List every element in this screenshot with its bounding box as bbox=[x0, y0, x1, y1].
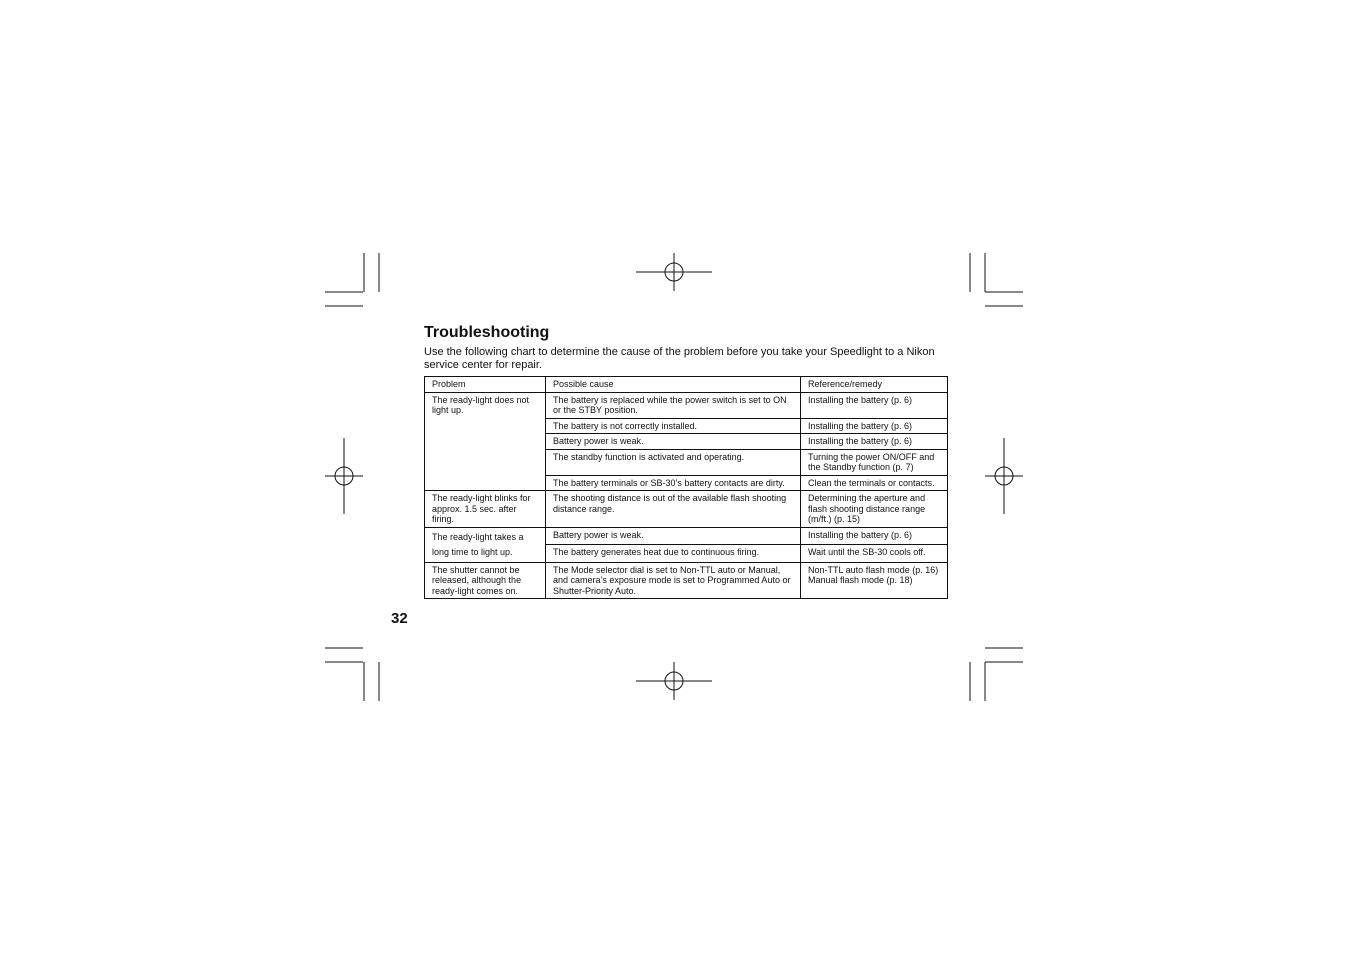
table-row bbox=[425, 562, 948, 599]
cause-cell: The battery is not correctly installed. bbox=[546, 418, 801, 434]
cause-cell: The shooting distance is out of the available flash shooting distance range. bbox=[546, 491, 801, 528]
cause-cell: Battery power is weak. bbox=[546, 434, 801, 450]
problem-cell: The shutter cannot be released, although the ready-light comes on. bbox=[425, 562, 546, 599]
remedy-cell: Clean the terminals or contacts. bbox=[801, 475, 948, 491]
header-problem: Problem bbox=[425, 377, 546, 393]
cause-cell: The battery terminals or SB-30’s battery contacts are dirty. bbox=[546, 475, 801, 491]
cause-cell: The battery generates heat due to continuous firing. bbox=[546, 545, 801, 563]
cause-cell: Battery power is weak. bbox=[546, 527, 801, 545]
intro-paragraph: Use the following chart to determine the cause of the problem before you take your Speedlight to a Nikon service center for repair. bbox=[424, 346, 935, 371]
remedy-cell: Turning the power ON/OFF and the Standby function (p. 7) bbox=[801, 449, 948, 475]
header-possible-cause: Possible cause bbox=[546, 377, 801, 393]
table-row bbox=[425, 491, 948, 528]
page-title: Troubleshooting bbox=[424, 324, 550, 341]
troubleshooting-table bbox=[424, 376, 948, 599]
page-number: 32 bbox=[391, 610, 408, 627]
table-row bbox=[425, 392, 948, 418]
header-reference-remedy: Reference/remedy bbox=[801, 377, 948, 393]
remedy-cell: Wait until the SB-30 cools off. bbox=[801, 545, 948, 563]
table-header-row bbox=[425, 377, 948, 393]
problem-cell: The ready-light takes a long time to light up. bbox=[425, 527, 546, 562]
remedy-cell: Installing the battery (p. 6) bbox=[801, 434, 948, 450]
remedy-cell: Installing the battery (p. 6) bbox=[801, 527, 948, 545]
remedy-cell: Installing the battery (p. 6) bbox=[801, 392, 948, 418]
cause-cell: The battery is replaced while the power switch is set to ON or the STBY position. bbox=[546, 392, 801, 418]
problem-cell: The ready-light blinks for approx. 1.5 sec. after firing. bbox=[425, 491, 546, 528]
cause-cell: The standby function is activated and operating. bbox=[546, 449, 801, 475]
remedy-cell: Installing the battery (p. 6) bbox=[801, 418, 948, 434]
problem-cell: The ready-light does not light up. bbox=[425, 392, 546, 491]
remedy-cell: Determining the aperture and flash shooting distance range (m/ft.) (p. 15) bbox=[801, 491, 948, 528]
table-row bbox=[425, 527, 948, 545]
remedy-cell: Non-TTL auto flash mode (p. 16) Manual flash mode (p. 18) bbox=[801, 562, 948, 599]
cause-cell: The Mode selector dial is set to Non-TTL auto or Manual, and camera’s exposure mode is set to Programmed Auto or Shutter-Priority Auto. bbox=[546, 562, 801, 599]
